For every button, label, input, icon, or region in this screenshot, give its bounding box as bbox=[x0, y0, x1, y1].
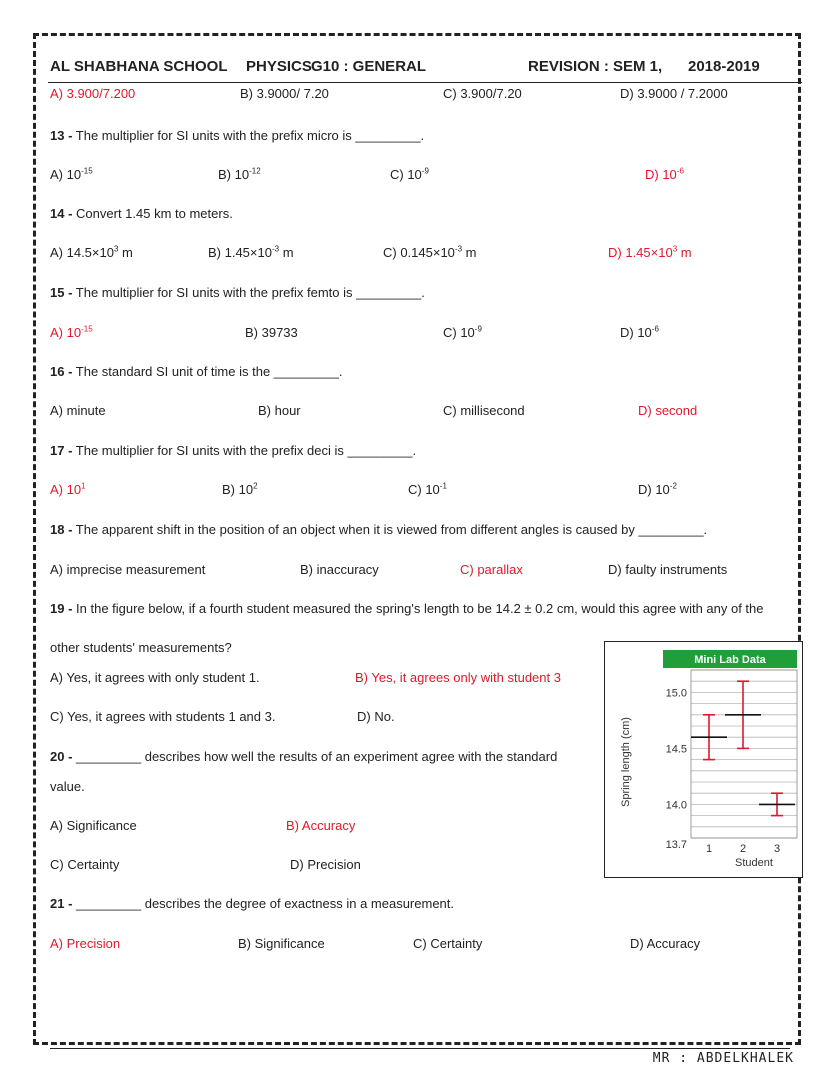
question-text: The apparent shift in the position of an object when it is viewed from different angles is caused by _________. bbox=[75, 522, 708, 537]
question-number: 19 - bbox=[50, 601, 73, 616]
q19-option-b: B) Yes, it agrees only with student 3 bbox=[355, 670, 561, 685]
y-tick-label: 15.0 bbox=[665, 687, 687, 700]
q19-option-a: A) Yes, it agrees with only student 1. bbox=[50, 670, 260, 685]
question-number: 15 - bbox=[50, 285, 73, 300]
q17-option-c: C) $10^{-1}$ bbox=[408, 481, 447, 497]
q19-option-d: D) No. bbox=[357, 709, 395, 724]
mini-lab-chart bbox=[604, 641, 803, 878]
question-number: 13 - bbox=[50, 128, 73, 143]
q20-option-a: A) Significance bbox=[50, 818, 137, 833]
question-21 bbox=[50, 896, 454, 912]
q14-option-a: A) $14.5\times 10^3$ m bbox=[50, 244, 133, 260]
q15-option-b: B) 39733 bbox=[245, 325, 298, 340]
grade: G10 : GENERAL bbox=[311, 58, 427, 75]
q12-option-d: D) 3.9000 / 7.2000 bbox=[620, 86, 728, 101]
q15-option-d: D) $10^{-6}$ bbox=[620, 324, 659, 340]
question-20-cont: value. bbox=[50, 779, 85, 794]
question-number: 20 - bbox=[50, 749, 73, 764]
subject: PHYSICS bbox=[246, 58, 312, 75]
q16-option-d: D) second bbox=[638, 403, 698, 418]
x-axis-label: Student bbox=[735, 857, 773, 869]
question-number: 17 - bbox=[50, 443, 73, 458]
y-tick-label: 13.7 bbox=[665, 839, 687, 851]
q17-option-d: D) $10^{-2}$ bbox=[638, 481, 677, 497]
q15-option-c: C) $10^{-9}$ bbox=[443, 324, 482, 340]
q16-option-b: B) hour bbox=[258, 403, 301, 418]
chart-svg bbox=[605, 642, 801, 876]
q21-option-b: B) Significance bbox=[238, 936, 325, 951]
y-tick-label: 14.0 bbox=[665, 799, 687, 812]
q20-option-d: D) Precision bbox=[290, 857, 361, 872]
question-text: In the figure below, if a fourth student measured the spring's length to be 14.2 ± 0.2 cm, would this agree with any of the bbox=[76, 601, 764, 616]
q16-option-c: C) millisecond bbox=[443, 403, 525, 418]
question-20 bbox=[50, 749, 557, 765]
question-text: _________ describes the degree of exactness in a measurement. bbox=[76, 896, 454, 911]
q13-option-b: B) $10^{-12}$ bbox=[218, 166, 261, 182]
q18-option-d: D) faulty instruments bbox=[608, 562, 728, 577]
school-name: AL SHABHANA SCHOOL bbox=[50, 58, 228, 75]
question-text: The multiplier for SI units with the prefix deci is _________. bbox=[75, 443, 417, 458]
question-14 bbox=[50, 206, 233, 222]
question-text: The multiplier for SI units with the prefix micro is _________. bbox=[75, 128, 425, 143]
q19-option-c: C) Yes, it agrees with students 1 and 3. bbox=[50, 709, 276, 724]
q18-option-a: A) imprecise measurement bbox=[50, 562, 206, 577]
x-tick-label: 3 bbox=[773, 843, 781, 855]
q13-option-d: D) $10^{-6}$ bbox=[645, 166, 684, 182]
question-number: 16 - bbox=[50, 364, 73, 379]
q21-option-c: C) Certainty bbox=[413, 936, 483, 951]
q14-option-d: D) $1.45\times 10^3$ m bbox=[608, 244, 692, 260]
question-13 bbox=[50, 128, 424, 144]
q17-option-b: B) $10^2$ bbox=[222, 481, 258, 497]
question-text: Convert 1.45 km to meters. bbox=[76, 206, 233, 221]
q17-option-a: A) $10^1$ bbox=[50, 481, 86, 497]
q12-option-a: A) 3.900/7.200 bbox=[50, 86, 136, 101]
q14-option-c: C) $0.145\times 10^{-3}$ m bbox=[383, 244, 477, 260]
y-tick-label: 14.5 bbox=[665, 743, 687, 756]
q18-option-b: B) inaccuracy bbox=[300, 562, 379, 577]
q18-option-c: C) parallax bbox=[460, 562, 523, 577]
question-16 bbox=[50, 364, 342, 380]
q13-option-c: C) $10^{-9}$ bbox=[390, 166, 429, 182]
page-border bbox=[33, 33, 801, 1045]
q21-option-d: D) Accuracy bbox=[630, 936, 701, 951]
question-number: 21 - bbox=[50, 896, 73, 911]
q21-option-a: A) Precision bbox=[50, 936, 121, 951]
y-axis-label: Spring length (cm) bbox=[620, 717, 632, 807]
question-17 bbox=[50, 443, 416, 459]
question-text: The standard SI unit of time is the _________. bbox=[75, 364, 343, 379]
q12-option-c: C) 3.900/7.20 bbox=[443, 86, 522, 101]
chart-title: Mini Lab Data bbox=[694, 654, 766, 666]
page-header bbox=[48, 54, 802, 83]
q14-option-b: B) $1.45\times 10^{-3}$ m bbox=[208, 244, 294, 260]
question-text: The multiplier for SI units with the prefix femto is _________. bbox=[75, 285, 425, 300]
school-year: 2018-2019 bbox=[688, 58, 760, 75]
question-18 bbox=[50, 522, 707, 538]
q16-option-a: A) minute bbox=[50, 403, 106, 418]
plot-area bbox=[691, 670, 797, 838]
x-tick-label: 2 bbox=[739, 843, 747, 855]
q13-option-a: A) $10^{-15}$ bbox=[50, 166, 93, 182]
x-tick-label: 1 bbox=[705, 843, 713, 855]
q20-option-c: C) Certainty bbox=[50, 857, 120, 872]
question-19 bbox=[50, 601, 764, 617]
footer-author: MR : ABDELKHALEK bbox=[652, 1051, 794, 1066]
revision: REVISION : SEM 1, bbox=[528, 58, 663, 75]
question-number: 14 - bbox=[50, 206, 73, 221]
footer-rule bbox=[50, 1048, 790, 1049]
question-15 bbox=[50, 285, 425, 301]
q15-option-a: A) $10^{-15}$ bbox=[50, 324, 93, 340]
q20-option-b: B) Accuracy bbox=[286, 818, 356, 833]
question-text: _________ describes how well the results of an experiment agree with the standard bbox=[76, 749, 558, 764]
question-number: 18 - bbox=[50, 522, 73, 537]
q12-option-b: B) 3.9000/ 7.20 bbox=[240, 86, 329, 101]
question-19-cont: other students' measurements? bbox=[50, 640, 232, 655]
